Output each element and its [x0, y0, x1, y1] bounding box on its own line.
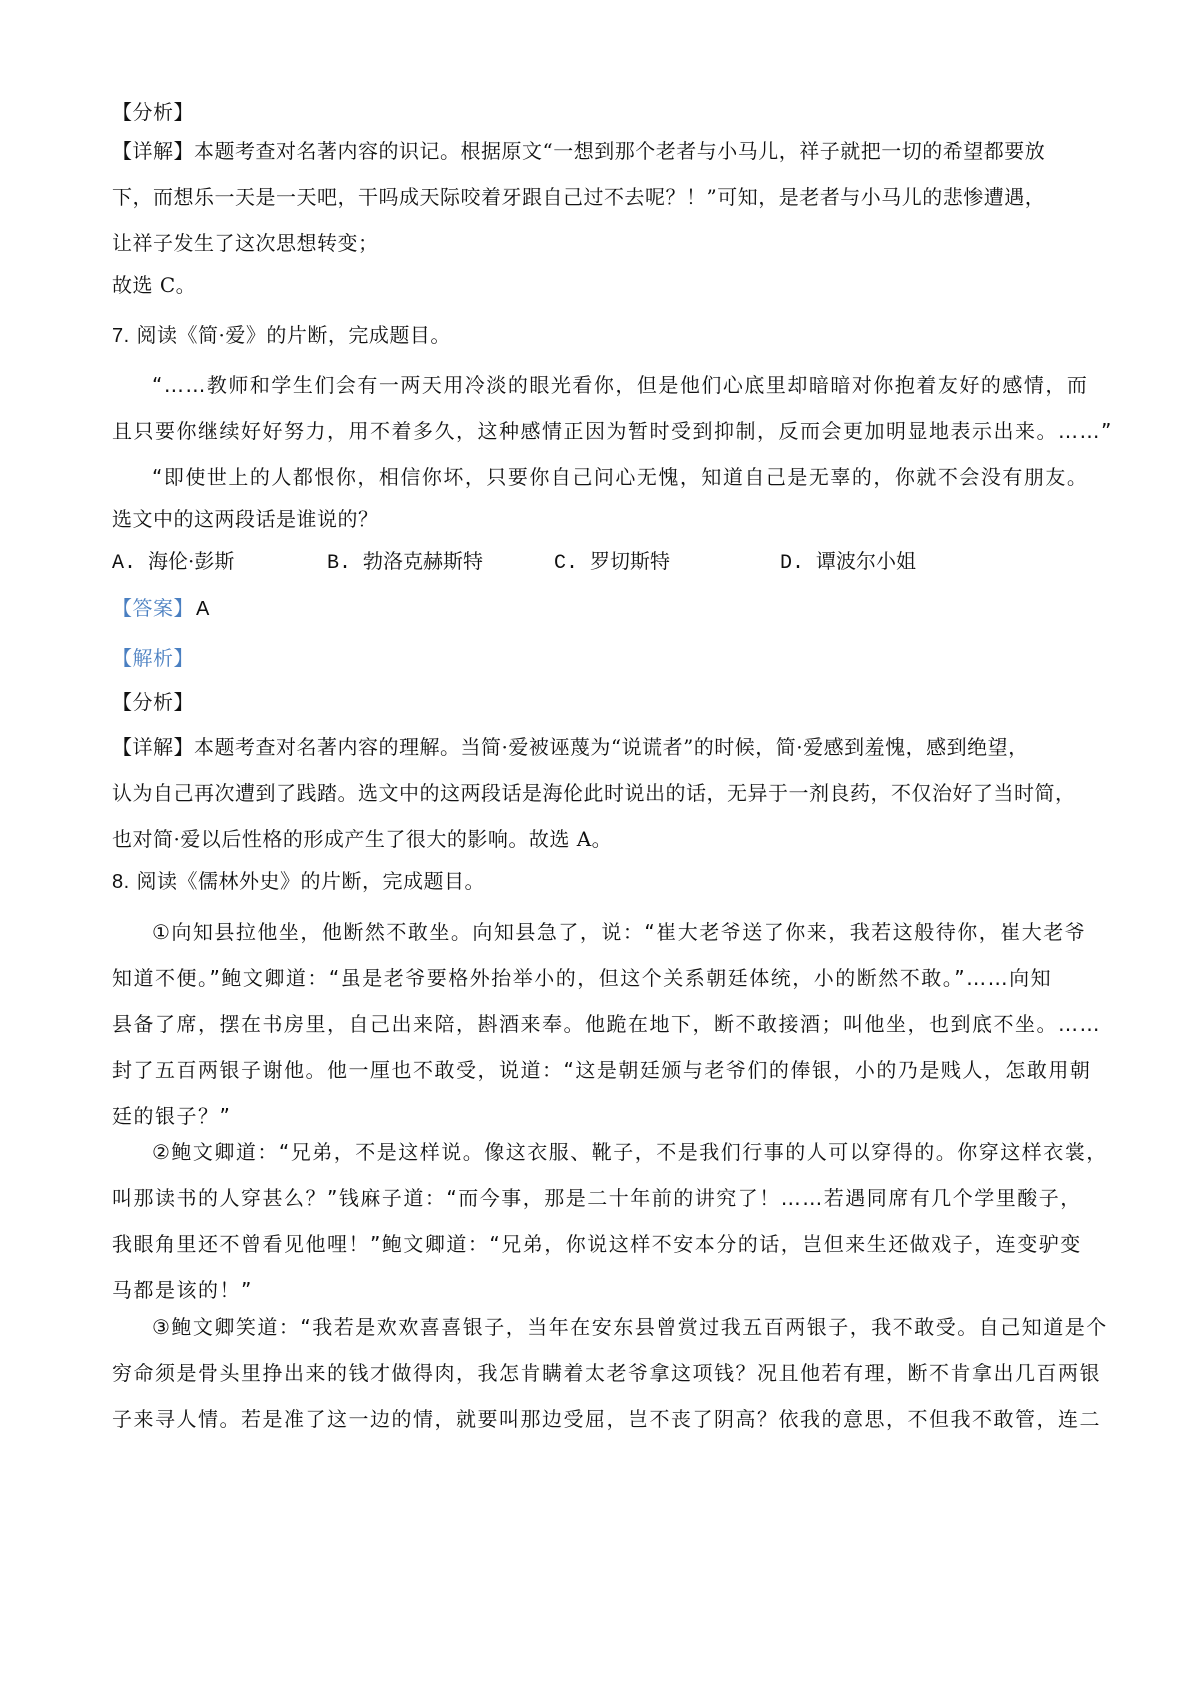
passage-line: ③鲍文卿笑道：“我若是欢欢喜喜银子，当年在安东县曾赏过我五百两银子，我不敢受。自己知道是个	[152, 1315, 1108, 1339]
passage-line: 马都是该的！”	[112, 1278, 253, 1302]
q7-jiexi	[112, 646, 1102, 671]
option-c	[554, 545, 670, 575]
question-number: 8.	[112, 871, 130, 893]
passage-line: 我眼角里还不曾看见他哩！”鲍文卿道：“兄弟，你说这样不安本分的话，岂但来生还做戏子，连变驴变	[112, 1232, 1082, 1256]
option-letter: B.	[327, 552, 352, 575]
q7-passage	[112, 373, 1113, 511]
passage-line: 知道不便。”鲍文卿道：“虽是老爷要格外抬举小的，但这个关系朝廷体统，小的断然不敢。”……向知	[112, 966, 1053, 990]
passage-line: 廷的银子？”	[112, 1104, 232, 1128]
passage-line: ①向知县拉他坐，他断然不敢坐。向知县急了，说：“崔大老爷送了你来，我若这般待你，崔大老爷	[152, 920, 1087, 944]
passage-line: ②鲍文卿道：“兄弟，不是这样说。像这衣服、靴子，不是我们行事的人可以穿得的。你穿这样衣裳，	[152, 1140, 1108, 1164]
passage-line: “即使世上的人都恨你，相信你坏，只要你自己问心无愧，知道自己是无辜的，你就不会没有朋友。	[152, 465, 1089, 489]
option-text: 勃洛克赫斯特	[363, 549, 484, 573]
passage-line: 叫那读书的人穿甚么？”钱麻子道：“而今事，那是二十年前的讲究了！……若遇同席有几个学里酸子，	[112, 1186, 1082, 1210]
question-number: 7.	[112, 325, 130, 347]
option-text: 海伦·彭斯	[148, 549, 235, 573]
option-letter: C.	[554, 552, 579, 575]
q7-answer	[112, 596, 1102, 621]
q8-paragraph-2	[112, 1140, 1108, 1324]
analysis-label: 【分析】	[112, 690, 194, 714]
option-letter: D.	[780, 552, 805, 575]
answer-value: A	[196, 598, 210, 620]
q7-detail-line: 【详解】本题考查对名著内容的理解。当简·爱被诬蔑为“说谎者”的时候，简·爱感到羞愧，感到绝望，	[112, 735, 1029, 759]
question-prompt: 阅读《儒林外史》的片断，完成题目。	[136, 869, 486, 893]
passage-line: “……教师和学生们会有一两天用冷淡的眼光看你，但是他们心底里却暗暗对你抱着友好的感情，而	[152, 373, 1089, 397]
option-letter: A.	[112, 552, 137, 575]
q6-detail	[112, 139, 1102, 277]
passage-line: 且只要你继续好好努力，用不着多久，这种感情正因为暂时受到抑制，反而会更加明显地表示出来。……”	[112, 419, 1113, 443]
q7-analysis-label	[112, 690, 1102, 715]
analysis-label: 【分析】	[112, 100, 194, 124]
q8-paragraph-3	[112, 1315, 1108, 1453]
q8-heading	[112, 869, 1102, 894]
q6-detail-line: 下，而想乐一天是一天吧，干吗成天际咬着牙跟自己过不去呢？！”可知，是老者与小马儿的悲惨遭遇，	[112, 185, 1046, 209]
option-text: 谭波尔小姐	[816, 549, 917, 573]
q8-paragraph-1	[112, 920, 1102, 1150]
q6-detail-line: 【详解】本题考查对名著内容的识记。根据原文“一想到那个老者与小马儿，祥子就把一切的希望都要放	[112, 139, 1046, 163]
answer-tag: 【答案】	[112, 596, 194, 620]
q7-detail	[112, 735, 1102, 873]
option-b	[327, 545, 483, 575]
q6-analysis-label	[112, 100, 1102, 125]
q6-detail-line: 让祥子发生了这次思想转变；	[112, 231, 379, 255]
conclusion-text: 故选 C。	[112, 273, 197, 297]
passage-line: 穷命须是骨头里挣出来的钱才做得肉，我怎肯瞒着太老爷拿这项钱？况且他若有理，断不肯拿出几百两银	[112, 1361, 1101, 1385]
q7-detail-line: 认为自己再次遭到了践踏。选文中的这两段话是海伦此时说出的话，无异于一剂良药，不仅治好了当时简，	[112, 781, 1076, 805]
option-text: 罗切斯特	[590, 549, 671, 573]
passage-line: 子来寻人情。若是准了这一边的情，就要叫那边受屈，岂不丧了阴高？依我的意思，不但我不敢管，连二	[112, 1407, 1101, 1431]
q6-conclusion	[112, 273, 1102, 298]
explanation-tag: 【解析】	[112, 646, 194, 670]
q7-options	[112, 545, 1102, 575]
passage-line: 封了五百两银子谢他。他一厘也不敢受，说道：“这是朝廷颁与老爷们的俸银，小的乃是贱人，怎敢用朝	[112, 1058, 1092, 1082]
option-d	[780, 545, 916, 575]
option-a	[112, 545, 234, 575]
question-text: 选文中的这两段话是谁说的？	[112, 507, 379, 531]
q7-heading	[112, 323, 1102, 348]
q7-question	[112, 507, 1102, 532]
q7-detail-line: 也对简·爱以后性格的形成产生了很大的影响。故选 A。	[112, 827, 613, 851]
passage-line: 县备了席，摆在书房里，自己出来陪，斟酒来奉。他跪在地下，断不敢接酒；叫他坐，也到底不坐。……	[112, 1012, 1101, 1036]
question-prompt: 阅读《简·爱》的片断，完成题目。	[136, 323, 451, 347]
